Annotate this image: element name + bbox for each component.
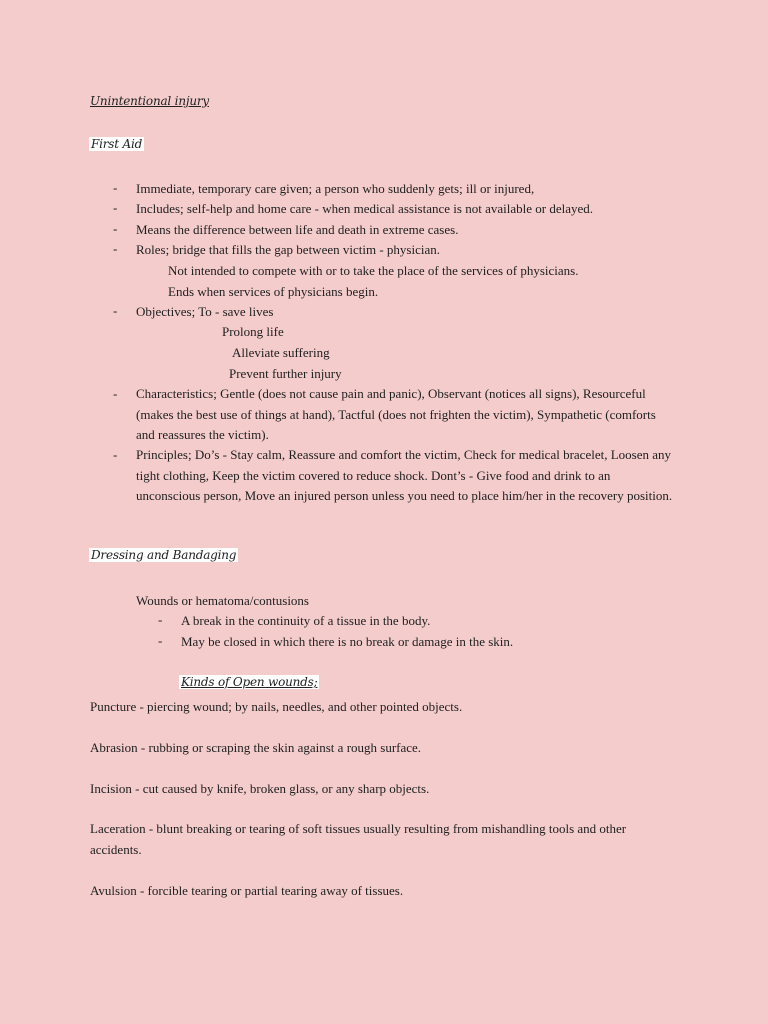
dressing-heading: Dressing and Bandaging <box>91 548 237 562</box>
roles-sub-item: Ends when services of physicians begin. <box>168 284 379 299</box>
wound-kind-laceration: Laceration - blunt breaking or tearing of soft tissues usually resulting from mishandling tools and other accidents. <box>90 821 627 857</box>
objective-item: Prevent further injury <box>229 366 342 381</box>
roles-sub-item: Not intended to compete with or to take the place of the services of physicians. <box>168 263 579 278</box>
bullet-dash: - <box>158 633 163 648</box>
first-aid-heading: First Aid <box>91 137 143 151</box>
objective-item: Alleviate suffering <box>232 345 330 360</box>
first-aid-item: Immediate, temporary care given; a person who suddenly gets; ill or injured, <box>136 181 535 196</box>
document-title: Unintentional injury <box>90 94 210 108</box>
first-aid-item: Means the difference between life and death in extreme cases. <box>136 222 459 237</box>
wound-kind-avulsion: Avulsion - forcible tearing or partial tearing away of tissues. <box>90 883 404 898</box>
objectives-label: Objectives; To - save lives <box>136 304 274 319</box>
bullet-dash: - <box>113 221 118 236</box>
principles-paragraph: Principles; Do’s - Stay calm, Reassure and comfort the victim, Check for medical bracelet, Loosen any tight clothing, Keep the victim covered to reduce shock. Dont’s - Give food and drink to an unconscious person, Move an injured person unless you need to place him/her in the recovery position. <box>136 447 673 503</box>
bullet-dash: - <box>113 180 118 195</box>
wound-kind-abrasion: Abrasion - rubbing or scraping the skin against a rough surface. <box>90 740 422 755</box>
wounds-item: May be closed in which there is no break or damage in the skin. <box>181 634 514 649</box>
characteristics-paragraph: Characteristics; Gentle (does not cause pain and panic), Observant (notices all signs), Resourceful (makes the best use of things at hand), Tactful (does not frighten the victim), Sympathetic (comforts and reassures the victim). <box>136 386 656 442</box>
wounds-label: Wounds or hematoma/contusions <box>136 593 309 608</box>
bullet-dash: - <box>158 612 163 627</box>
bullet-dash: - <box>113 241 118 256</box>
bullet-dash: - <box>113 447 118 462</box>
wounds-item: A break in the continuity of a tissue in the body. <box>181 613 431 628</box>
wound-kind-incision: Incision - cut caused by knife, broken glass, or any sharp objects. <box>90 781 430 796</box>
objective-item: Prolong life <box>222 324 284 339</box>
bullet-dash: - <box>113 200 118 215</box>
bullet-dash: - <box>113 386 118 401</box>
wound-kind-puncture: Puncture - piercing wound; by nails, needles, and other pointed objects. <box>90 699 463 714</box>
first-aid-item: Roles; bridge that fills the gap between victim - physician. <box>136 242 440 257</box>
bullet-dash: - <box>113 303 118 318</box>
kinds-heading: Kinds of Open wounds; <box>181 675 318 689</box>
first-aid-item: Includes; self-help and home care - when medical assistance is not available or delayed. <box>136 201 593 216</box>
